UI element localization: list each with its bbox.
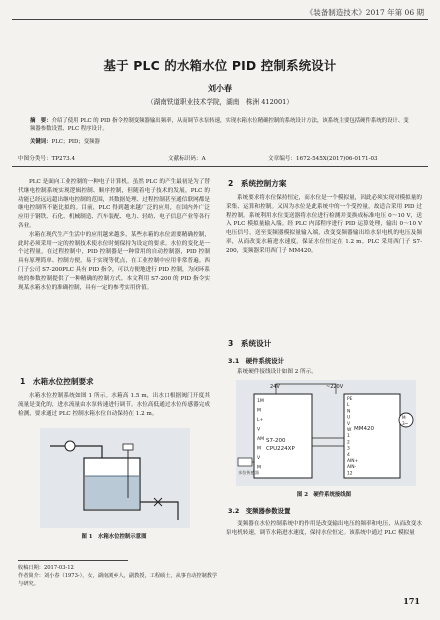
intro-paragraph-1: PLC 是面向工业控制的一种电子计算机。虽然 PLC 的产生最初是为了替代继电控制系统实现逻辑控制、顺序控制，但随着电子技术的发展，PLC 的功能已经远远超出继电控制的范围，其数据处理、过程控制甚至通信联网都是继电控制所不能比拟的。目前，PLC 得到越来越广泛的应用，在国内外广泛应用于钢铁、石化、机械制造、汽车装配、电力、轻纺、电子信息产业等各行各业。 xyxy=(18,179,210,229)
plc-pin-label: M xyxy=(257,408,261,414)
dc-supply-label: 24V xyxy=(270,384,280,390)
plc-pin-label: AM xyxy=(257,437,265,442)
sensor-block xyxy=(238,458,252,466)
keywords-text: PLC；PID；变频器 xyxy=(51,139,100,145)
document-code: 文献标识码：A xyxy=(168,156,206,162)
section-1-body xyxy=(18,392,210,418)
article-number: 文章编号：1672-545X(2017)06-0171-03 xyxy=(268,156,378,162)
section-3-1-paragraph: 系统硬件接线设计如图 2 所示。 xyxy=(237,369,317,375)
plc-label-line-1: S7-200 xyxy=(266,438,286,444)
clc-number: 中图分类号：TP273.4 xyxy=(18,156,76,162)
plc-pin-label: V xyxy=(257,427,261,433)
intro-paragraph-2: 水箱在现代生产生活中的应用越来越多，某些水箱的水位需要精确控制，此时必须采用一定的控制技术使水位时刻保持为设定的要求。水位的变化是一个过程量，在过程控制中，PID 控制器是一种常用的自动控制器，PID 控制具有原理简单、控制方便，易于实现等优点，在工业控制中应用非常普遍。西门子公司 S7-200PLC 具有 PID 指令，可以方便地进行 PID 控制，为闭环系统的参数控制提供了一种精确的控制方式。本文利用 S7-200 的 PID 指令实现某水箱水位的准确控制，具有一定的参考实用价值。 xyxy=(18,231,210,291)
abstract-text: 介绍了使用 PLC 的 PID 指令控制变频器输出频率，从而调节水泵转速，实现水箱水位精确控制的系统设计方法，该系统主要包括硬件系统的设计、变频器参数设置、PLC 程序设计。 xyxy=(30,118,409,133)
author: 刘小春 xyxy=(208,83,232,93)
vfd-pin-label: 1 xyxy=(347,434,350,440)
received-date: 收稿日期：2017-03-12 xyxy=(18,565,74,571)
vfd-pin-label: 2 xyxy=(347,440,350,446)
section-3-heading: 3 系统设计 xyxy=(228,339,272,348)
vfd-pin-label: AIN+ xyxy=(347,459,359,464)
section-3-1-heading: 3.1 硬件系统设计 xyxy=(228,357,285,365)
plc-pin-label: 1M xyxy=(257,399,264,404)
header-rule xyxy=(12,19,428,20)
plc-block xyxy=(254,394,312,478)
keywords-label: 关键词： xyxy=(30,139,52,145)
vfd-pin-label: V xyxy=(347,421,351,427)
plc-pin-label: L+ xyxy=(257,418,264,423)
vfd-pin-label: PE xyxy=(347,397,353,402)
section-2-paragraph: 系统要求将水位保持恒定，而水位是一个模拟量，因此必须实现对模拟量的采集、运算和控制。又因为水位是此系统中的一个受控量，故适合采用 PID 过程控制。系统利用水位变送器将水位进行检测并变换成标准电压 0～10 V，送入 PLC 模拟量输入端。经 PLC 内部程序进行 PID 运算处理，输出 0～10 V 电压信号，送至变频器模拟量输入端，改变变频器输出给水泵电机的电压及频率，从而改变水箱进水速度，保证水位恒定在 1.2 m。PLC 采用西门子 S7-200，变频器采用西门子 MM420。 xyxy=(226,195,422,254)
motor-label-line-2: 3~ xyxy=(402,421,409,426)
motor-label-line-1: M xyxy=(402,415,406,420)
section-3-2-paragraph: 变频器在水位控制系统中的作用是改变输出电压的频率和电压，从而改变水泵电机转速，调节水箱进水速度，保持水位恒定。该系统中通过 PLC 模拟量 xyxy=(226,521,422,536)
section-3-2-body xyxy=(226,520,422,538)
section-3-2-heading: 3.2 变频器参数设置 xyxy=(228,507,291,515)
sensor-label: 水位传感器 xyxy=(238,470,259,475)
water-level xyxy=(85,476,139,509)
plc-label-line-2: CPU224XP xyxy=(266,446,295,452)
vfd-pin-label: U xyxy=(347,415,351,421)
figure-1-caption: 图 1 水箱水位控制示意图 xyxy=(81,534,147,540)
left-column xyxy=(18,178,210,292)
author-bio: 作者简介：刘小春（1973-），女，湖南浏乡人，副教授，工程硕士，从事自动控制教学与研究。 xyxy=(18,573,218,587)
affiliation: （湖南铁道职业技术学院，湖南 株洲 412001） xyxy=(147,98,293,106)
section-1-heading: 1 水箱水位控制要求 xyxy=(20,377,94,386)
vfd-pin-label: 3 xyxy=(347,446,350,452)
pump-icon xyxy=(65,441,75,451)
level-sensor-icon xyxy=(123,444,133,450)
ac-supply-label: ~220V xyxy=(326,384,344,390)
keywords xyxy=(30,137,414,145)
figure-2-wiring-diagram xyxy=(236,380,416,486)
figure-1-tank-diagram xyxy=(40,428,190,528)
section-3-1-body xyxy=(226,368,422,377)
vfd-label: MM420 xyxy=(354,426,374,432)
vfd-pin-label: AIN- xyxy=(347,465,357,471)
figure-2-caption: 图 2 硬件系统接线图 xyxy=(296,492,352,498)
vfd-pin-label: 4 xyxy=(347,452,350,458)
meta-rule xyxy=(12,166,428,167)
vfd-pin-label: W xyxy=(347,428,352,433)
section-2-body xyxy=(226,194,422,256)
footnote-rule xyxy=(18,560,128,561)
footnote xyxy=(18,564,218,588)
paper-title: 基于 PLC 的水箱水位 PID 控制系统设计 xyxy=(103,58,337,73)
vfd-pin-label: N xyxy=(347,409,351,415)
journal-header: 《装备制造技术》2017 年第 06 期 xyxy=(305,8,424,17)
abstract xyxy=(30,117,414,133)
section-2-heading: 2 系统控制方案 xyxy=(228,179,287,188)
vfd-pin-label: L xyxy=(347,403,350,409)
vfd-pin-label: 12 xyxy=(347,471,353,477)
page-number: 171 xyxy=(403,596,420,606)
abstract-label: 摘 要： xyxy=(30,118,52,124)
plc-pin-label: V xyxy=(257,456,261,461)
plc-pin-label: M xyxy=(257,446,261,452)
section-1-paragraph: 水箱水位控制系统如图 1 所示。水箱高 1.5 m，出水口根据阀门开度其流量是变化的，进水流量由水泵转速进行调节。水位高低通过水位传感器完成检测，要求通过 PLC 控制水箱水位自动保持在 1.2 m。 xyxy=(18,393,210,417)
plc-pin-label: M xyxy=(257,465,261,471)
